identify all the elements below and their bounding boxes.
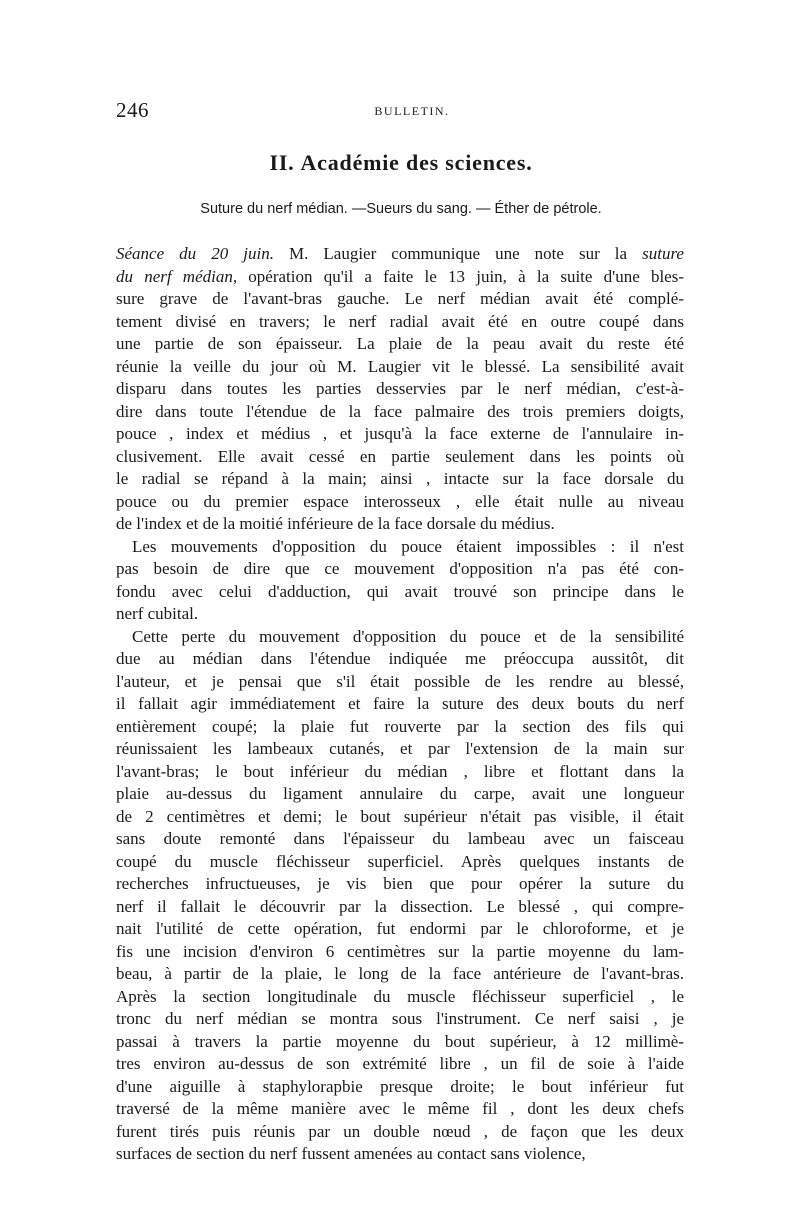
- line-text: le radial se répand à la main; ainsi , intacte sur la face dorsale du: [116, 469, 684, 488]
- text-line: [116, 626, 684, 649]
- line-text: recherches infructueuses, je vis bien que pour opérer la suture du: [116, 874, 684, 893]
- section-subtitle: Suture du nerf médian. —Sueurs du sang. — Éther de pétrole.: [200, 201, 602, 217]
- text-line: [116, 851, 684, 874]
- line-text: l'auteur, et je pensai que s'il était possible de les rendre au blessé,: [116, 671, 684, 691]
- line-text: surfaces de section du nerf fussent amenées au contact sans violence,: [116, 1144, 586, 1163]
- text-line: [116, 468, 684, 491]
- text-line: [116, 806, 684, 829]
- text-line: [116, 536, 684, 559]
- section-numeral: II.: [269, 150, 295, 175]
- line-text: fondu avec celui d'adduction, qui avait trouvé son principe dans le: [116, 581, 684, 601]
- text-line: [116, 693, 684, 716]
- text-line: [116, 288, 684, 311]
- text-line: [116, 558, 684, 581]
- line-text: Après la section longitudinale du muscle fléchisseur superficiel , le: [116, 986, 684, 1006]
- line-text: coupé du muscle fléchisseur superficiel. Après quelques instants de: [116, 851, 684, 871]
- text-line: [116, 896, 684, 919]
- line-text: nerf il fallait le découvrir par la dissection. Le blessé , qui compre-: [116, 896, 684, 916]
- line-text: Cette perte du mouvement d'opposition du pouce et de la sensibilité: [132, 626, 684, 646]
- line-text: clusivement. Elle avait cessé en partie seulement dans les points où: [116, 446, 684, 466]
- text-line: [116, 446, 684, 469]
- line-text: traversé de la même manière avec le même fil , dont les deux chefs: [116, 1099, 684, 1118]
- line-text: nerf cubital.: [116, 604, 199, 623]
- text-line: [116, 941, 684, 964]
- section-title: [116, 150, 686, 176]
- section-title-text: Académie des sciences.: [300, 150, 533, 175]
- text-line: [116, 378, 684, 401]
- line-text: plaie au-dessus du ligament annulaire du carpe, avait une longueur: [116, 784, 684, 803]
- line-text: l'avant-bras; le bout inférieur du médian , libre et flottant dans la: [116, 761, 684, 781]
- line-text: M. Laugier communique une note sur la: [273, 244, 643, 263]
- text-line: [116, 513, 684, 536]
- running-head: BULLETIN.: [374, 104, 450, 118]
- line-text: une partie de son épaisseur. La plaie de la peau avait du reste été: [116, 334, 684, 353]
- text-line: [116, 986, 684, 1009]
- line-text: tres environ au-dessus de son extrémité libre , un fil de soie à l'aide: [116, 1054, 684, 1073]
- text-line: [116, 581, 684, 604]
- text-line: [116, 311, 684, 334]
- italic-text: du nerf médian,: [116, 266, 238, 286]
- line-text: Les mouvements d'opposition du pouce étaient impossibles : il n'est: [132, 536, 684, 556]
- italic-text: Séance du 20 juin.: [116, 244, 274, 263]
- line-text: furent tirés puis réunis par un double nœud , de façon que les deux: [116, 1121, 684, 1141]
- text-line: [116, 1031, 684, 1054]
- line-text: tronc du nerf médian se montra sous l'instrument. Ce nerf saisi , je: [116, 1009, 684, 1028]
- text-line: [116, 356, 684, 379]
- line-text: due au médian dans l'étendue indiquée me préoccupa aussitôt, dit: [116, 649, 684, 668]
- text-line: [116, 716, 684, 739]
- line-text: de 2 centimètres et demi; le bout supérieur n'était pas visible, il était: [116, 806, 684, 826]
- text-line: [116, 918, 684, 941]
- line-text: sure grave de l'avant-bras gauche. Le nerf médian avait été complé-: [116, 289, 684, 308]
- text-line: [116, 761, 684, 784]
- paragraph: [116, 536, 684, 626]
- line-text: tement divisé en travers; le nerf radial avait été en outre coupé dans: [116, 311, 684, 331]
- line-text: opération qu'il a faite le 13 juin, à la suite d'une bles-: [237, 266, 684, 286]
- line-text: réunie la veille du jour où M. Laugier vit le blessé. La sensibilité avait: [116, 356, 684, 376]
- line-text: pouce , index et médius , et jusqu'à la face externe de l'annulaire in-: [116, 424, 684, 443]
- text-line: [116, 783, 684, 806]
- text-line: [116, 333, 684, 356]
- line-text: fis une incision d'environ 6 centimètres sur la partie moyenne du lam-: [116, 941, 684, 961]
- text-line: [116, 1121, 684, 1144]
- line-text: réunissaient les lambeaux cutanés, et par l'extension de la main sur: [116, 739, 684, 758]
- line-text: d'une aiguille à staphylorapbie presque droite; le bout inférieur fut: [116, 1076, 684, 1096]
- text-line: [116, 873, 684, 896]
- text-line: [116, 1076, 684, 1099]
- paragraph: [116, 243, 684, 536]
- italic-text: suture: [642, 244, 684, 263]
- page-number: 246: [116, 98, 149, 122]
- line-text: nait l'utilité de cette opération, fut endormi par le chloroforme, et je: [116, 919, 684, 938]
- text-line: [116, 243, 684, 266]
- line-text: dire dans toute l'étendue de la face palmaire des trois premiers doigts,: [116, 401, 684, 421]
- text-line: [116, 603, 684, 626]
- text-line: [116, 828, 684, 851]
- text-line: [116, 401, 684, 424]
- paragraph: [116, 626, 684, 1166]
- text-line: [116, 1098, 684, 1121]
- line-text: il fallait agir immédiatement et faire la suture des deux bouts du nerf: [116, 694, 684, 713]
- text-line: [116, 1053, 684, 1076]
- body-text: [116, 243, 684, 1166]
- text-line: [116, 648, 684, 671]
- line-text: pas besoin de dire que ce mouvement d'opposition n'a pas été con-: [116, 559, 684, 578]
- line-text: beau, à partir de la plaie, le long de la face antérieure de l'avant-bras.: [116, 964, 684, 983]
- text-line: [116, 671, 684, 694]
- text-line: [116, 738, 684, 761]
- text-line: [116, 266, 684, 289]
- line-text: disparu dans toutes les parties desservies par le nerf médian, c'est-à-: [116, 379, 684, 398]
- text-line: [116, 1008, 684, 1031]
- text-line: [116, 423, 684, 446]
- line-text: de l'index et de la moitié inférieure de la face dorsale du médius.: [116, 514, 555, 533]
- line-text: pouce ou du premier espace interosseux , elle était nulle au niveau: [116, 491, 684, 511]
- text-line: [116, 1143, 684, 1166]
- line-text: passai à travers la partie moyenne du bout supérieur, à 12 millimè-: [116, 1031, 684, 1051]
- text-line: [116, 491, 684, 514]
- line-text: entièrement coupé; la plaie fut rouverte par la section des fils qui: [116, 716, 684, 736]
- page-header: [116, 98, 686, 128]
- line-text: sans doute remonté dans l'épaisseur du lambeau avec un faisceau: [116, 829, 684, 848]
- text-line: [116, 963, 684, 986]
